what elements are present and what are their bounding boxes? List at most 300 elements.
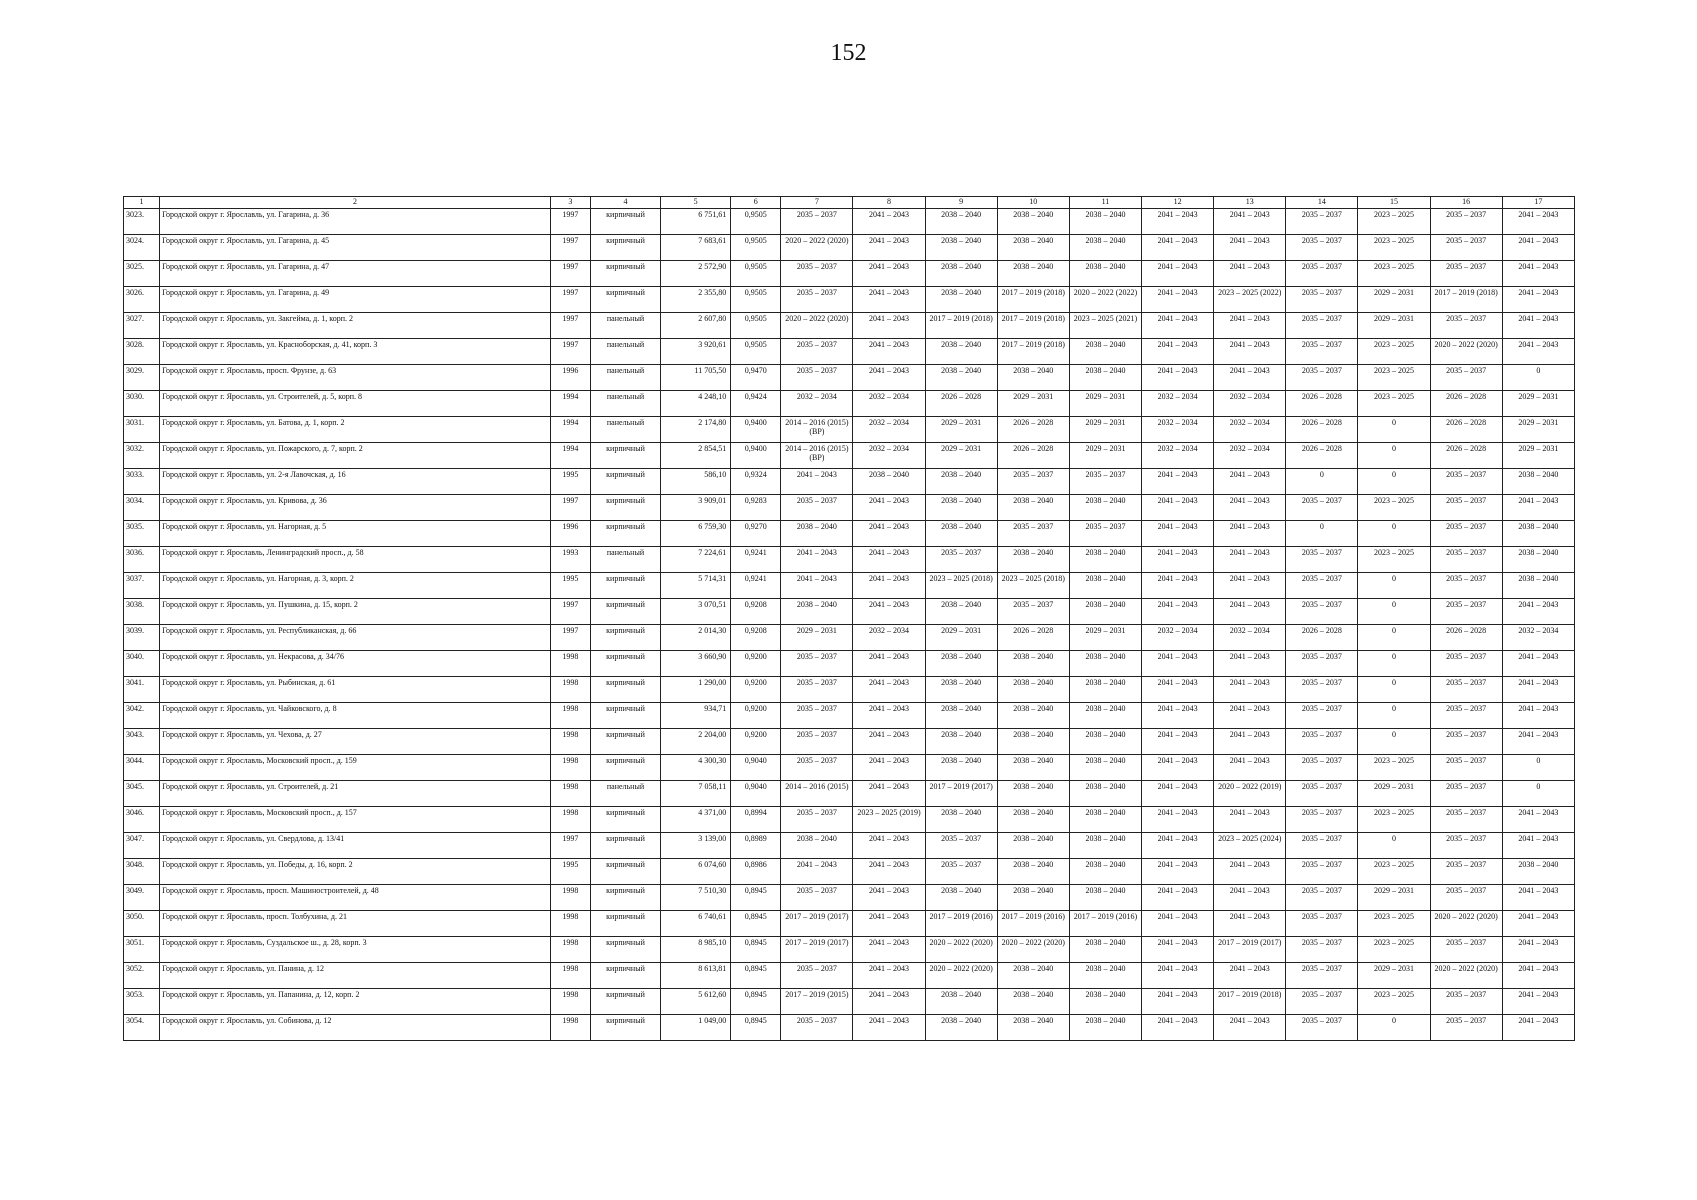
table-cell: 2 572,90 xyxy=(661,261,731,287)
table-cell: 2041 – 2043 xyxy=(1502,703,1574,729)
table-row xyxy=(124,313,1575,339)
table-cell: 2032 – 2034 xyxy=(1142,625,1214,651)
table-cell: 2023 – 2025 xyxy=(1358,989,1430,1015)
table-cell: 2035 – 2037 xyxy=(1069,469,1141,495)
table-cell: 2038 – 2040 xyxy=(1069,235,1141,261)
table-cell: 2041 – 2043 xyxy=(1142,547,1214,573)
table-cell: Городской округ г. Ярославль, ул. Закгейма, д. 1, корп. 2 xyxy=(160,313,551,339)
table-row xyxy=(124,807,1575,833)
table-cell: 2029 – 2031 xyxy=(781,625,853,651)
table-cell: 2041 – 2043 xyxy=(1142,703,1214,729)
table-cell: 1997 xyxy=(550,235,590,261)
table-cell: 2035 – 2037 xyxy=(1430,521,1502,547)
table-cell: 2038 – 2040 xyxy=(925,989,997,1015)
table-cell: 1998 xyxy=(550,651,590,677)
table-cell: 4 248,10 xyxy=(661,391,731,417)
table-cell: 0 xyxy=(1502,781,1574,807)
table-cell: 0,9200 xyxy=(731,703,781,729)
table-cell: 2038 – 2040 xyxy=(1069,547,1141,573)
table-cell: 2029 – 2031 xyxy=(1502,391,1574,417)
table-cell: 2020 – 2022 (2020) xyxy=(997,937,1069,963)
table-cell: 2041 – 2043 xyxy=(1142,677,1214,703)
table-cell: 2029 – 2031 xyxy=(1358,963,1430,989)
table-cell: 2038 – 2040 xyxy=(1069,989,1141,1015)
table-cell: 2041 – 2043 xyxy=(1142,651,1214,677)
table-cell: Городской округ г. Ярославль, ул. Гагарина, д. 36 xyxy=(160,209,551,235)
table-cell: 2035 – 2037 xyxy=(925,547,997,573)
table-cell: 2041 – 2043 xyxy=(853,937,925,963)
table-cell: 2035 – 2037 xyxy=(1430,573,1502,599)
table-cell: 1995 xyxy=(550,859,590,885)
table-row xyxy=(124,885,1575,911)
table-cell: кирпичный xyxy=(590,807,660,833)
table-cell: 2026 – 2028 xyxy=(1286,625,1358,651)
table-cell: Городской округ г. Ярославль, ул. Панина, д. 12 xyxy=(160,963,551,989)
table-cell: 2023 – 2025 xyxy=(1358,859,1430,885)
table-cell: 2035 – 2037 xyxy=(781,755,853,781)
table-cell: 0,9241 xyxy=(731,547,781,573)
table-cell: 2014 – 2016 (2015) xyxy=(781,781,853,807)
table-cell: 2038 – 2040 xyxy=(997,729,1069,755)
table-cell: 2041 – 2043 xyxy=(1502,677,1574,703)
table-cell: 6 751,61 xyxy=(661,209,731,235)
table-cell: 6 740,61 xyxy=(661,911,731,937)
table-cell: 1994 xyxy=(550,391,590,417)
table-cell: 2035 – 2037 xyxy=(1286,677,1358,703)
table-cell: 2035 – 2037 xyxy=(1430,1015,1502,1041)
table-cell: 2035 – 2037 xyxy=(1286,911,1358,937)
table-cell: 3027. xyxy=(124,313,160,339)
table-cell: 2035 – 2037 xyxy=(1430,989,1502,1015)
table-cell: 0 xyxy=(1286,469,1358,495)
table-cell: 2038 – 2040 xyxy=(1069,833,1141,859)
table-cell: 2035 – 2037 xyxy=(1286,651,1358,677)
table-cell: 3045. xyxy=(124,781,160,807)
table-cell: 1998 xyxy=(550,703,590,729)
table-cell: 2038 – 2040 xyxy=(925,365,997,391)
table-cell: 2035 – 2037 xyxy=(1286,547,1358,573)
table-cell: 3029. xyxy=(124,365,160,391)
table-cell: 2041 – 2043 xyxy=(1214,469,1286,495)
table-cell: кирпичный xyxy=(590,495,660,521)
table-cell: 2041 – 2043 xyxy=(1502,833,1574,859)
table-cell: 0,9505 xyxy=(731,287,781,313)
table-cell: 2038 – 2040 xyxy=(781,521,853,547)
table-cell: 2017 – 2019 (2018) xyxy=(997,287,1069,313)
table-cell: 2023 – 2025 xyxy=(1358,261,1430,287)
table-cell: 2038 – 2040 xyxy=(997,495,1069,521)
table-cell: кирпичный xyxy=(590,443,660,469)
table-cell: 2041 – 2043 xyxy=(1142,573,1214,599)
column-header: 8 xyxy=(853,197,925,209)
table-cell: 2041 – 2043 xyxy=(1142,287,1214,313)
table-row xyxy=(124,469,1575,495)
table-cell: 3 920,61 xyxy=(661,339,731,365)
table-cell: 0 xyxy=(1358,729,1430,755)
table-cell: 1998 xyxy=(550,729,590,755)
table-row xyxy=(124,599,1575,625)
table-cell: 2029 – 2031 xyxy=(1358,313,1430,339)
table-cell: кирпичный xyxy=(590,677,660,703)
table-cell: 2038 – 2040 xyxy=(1069,261,1141,287)
table-cell: 3036. xyxy=(124,547,160,573)
table-cell: 2041 – 2043 xyxy=(853,209,925,235)
table-cell: 2041 – 2043 xyxy=(1142,807,1214,833)
table-cell: 2041 – 2043 xyxy=(1214,235,1286,261)
table-cell: 2035 – 2037 xyxy=(1286,287,1358,313)
table-cell: 3051. xyxy=(124,937,160,963)
table-cell: 1997 xyxy=(550,339,590,365)
header-row xyxy=(124,197,1575,209)
table-cell: кирпичный xyxy=(590,625,660,651)
table-cell: 2023 – 2025 xyxy=(1358,755,1430,781)
table-cell: 2041 – 2043 xyxy=(1142,963,1214,989)
table-cell: 2035 – 2037 xyxy=(1430,495,1502,521)
table-cell: 1997 xyxy=(550,313,590,339)
table-cell: кирпичный xyxy=(590,859,660,885)
table-cell: 3028. xyxy=(124,339,160,365)
table-cell: 2041 – 2043 xyxy=(1142,937,1214,963)
table-cell: 2020 – 2022 (2020) xyxy=(925,963,997,989)
table-cell: 8 613,81 xyxy=(661,963,731,989)
table-cell: 0,9505 xyxy=(731,339,781,365)
table-cell: 2029 – 2031 xyxy=(1358,781,1430,807)
table-cell: 2038 – 2040 xyxy=(997,703,1069,729)
table-cell: 2041 – 2043 xyxy=(1502,729,1574,755)
table-cell: 2041 – 2043 xyxy=(1214,677,1286,703)
table-cell: 2035 – 2037 xyxy=(997,469,1069,495)
table-cell: 1998 xyxy=(550,781,590,807)
table-cell: 0 xyxy=(1358,599,1430,625)
table-cell: 2038 – 2040 xyxy=(781,833,853,859)
table-cell: Городской округ г. Ярославль, ул. Пожарского, д. 7, корп. 2 xyxy=(160,443,551,469)
table-row xyxy=(124,911,1575,937)
table-cell: Городской округ г. Ярославль, ул. Гагарина, д. 45 xyxy=(160,235,551,261)
table-cell: 2038 – 2040 xyxy=(997,209,1069,235)
table-cell: кирпичный xyxy=(590,911,660,937)
column-header: 6 xyxy=(731,197,781,209)
column-header: 9 xyxy=(925,197,997,209)
table-cell: 2023 – 2025 xyxy=(1358,547,1430,573)
table-cell: Городской округ г. Ярославль, ул. Строителей, д. 21 xyxy=(160,781,551,807)
table-cell: 2041 – 2043 xyxy=(1142,209,1214,235)
table-cell: 1998 xyxy=(550,911,590,937)
table-cell: 0 xyxy=(1358,469,1430,495)
table-cell: 0,8945 xyxy=(731,911,781,937)
column-header: 12 xyxy=(1142,197,1214,209)
table-cell: Городской округ г. Ярославль, просп. Машиностроителей, д. 48 xyxy=(160,885,551,911)
table-cell: 2023 – 2025 (2018) xyxy=(925,573,997,599)
table-cell: 3047. xyxy=(124,833,160,859)
table-cell: 1995 xyxy=(550,469,590,495)
table-cell: 2038 – 2040 xyxy=(1069,1015,1141,1041)
table-cell: 1997 xyxy=(550,261,590,287)
table-cell: 2038 – 2040 xyxy=(1069,781,1141,807)
table-cell: 0 xyxy=(1358,573,1430,599)
table-cell: 11 705,50 xyxy=(661,365,731,391)
table-cell: 2038 – 2040 xyxy=(997,833,1069,859)
table-cell: 2038 – 2040 xyxy=(1069,859,1141,885)
table-cell: 2041 – 2043 xyxy=(1502,807,1574,833)
table-cell: 1998 xyxy=(550,963,590,989)
table-cell: 7 683,61 xyxy=(661,235,731,261)
table-cell: 2017 – 2019 (2017) xyxy=(925,781,997,807)
table-row xyxy=(124,365,1575,391)
table-cell: 0 xyxy=(1358,1015,1430,1041)
table-cell: 0,8945 xyxy=(731,989,781,1015)
table-cell: 2041 – 2043 xyxy=(1502,599,1574,625)
table-cell: 8 985,10 xyxy=(661,937,731,963)
table-cell: 0,9324 xyxy=(731,469,781,495)
table-cell: 3050. xyxy=(124,911,160,937)
table-cell: 1996 xyxy=(550,365,590,391)
table-row xyxy=(124,339,1575,365)
table-row xyxy=(124,261,1575,287)
table-cell: 3048. xyxy=(124,859,160,885)
table-cell: 2041 – 2043 xyxy=(1142,911,1214,937)
table-cell: 2041 – 2043 xyxy=(1502,287,1574,313)
table-cell: 2035 – 2037 xyxy=(781,365,853,391)
table-cell: 2041 – 2043 xyxy=(1142,755,1214,781)
table-cell: 2038 – 2040 xyxy=(1069,365,1141,391)
table-cell: 0,9505 xyxy=(731,209,781,235)
table-cell: 2017 – 2019 (2018) xyxy=(997,339,1069,365)
table-cell: 3041. xyxy=(124,677,160,703)
table-cell: 1997 xyxy=(550,599,590,625)
table-cell: 2041 – 2043 xyxy=(1142,469,1214,495)
table-cell: 1997 xyxy=(550,209,590,235)
table-cell: кирпичный xyxy=(590,1015,660,1041)
table-cell: 2017 – 2019 (2018) xyxy=(1430,287,1502,313)
table-cell: 2038 – 2040 xyxy=(925,677,997,703)
table-cell: 2035 – 2037 xyxy=(781,651,853,677)
table-cell: 2038 – 2040 xyxy=(1069,573,1141,599)
table-cell: 3038. xyxy=(124,599,160,625)
table-cell: 2023 – 2025 xyxy=(1358,235,1430,261)
table-cell: 2026 – 2028 xyxy=(997,625,1069,651)
table-cell: 2035 – 2037 xyxy=(1286,859,1358,885)
table-cell: 2032 – 2034 xyxy=(1214,625,1286,651)
table-cell: кирпичный xyxy=(590,235,660,261)
table-cell: 2035 – 2037 xyxy=(781,261,853,287)
table-cell: Городской округ г. Ярославль, Суздальское ш., д. 28, корп. 3 xyxy=(160,937,551,963)
table-cell: Городской округ г. Ярославль, просп. Толбухина, д. 21 xyxy=(160,911,551,937)
table-cell: 2038 – 2040 xyxy=(1069,885,1141,911)
table-cell: 1998 xyxy=(550,1015,590,1041)
table-cell: 2041 – 2043 xyxy=(853,573,925,599)
table-cell: 1998 xyxy=(550,885,590,911)
table-cell: Городской округ г. Ярославль, ул. Чехова, д. 27 xyxy=(160,729,551,755)
table-cell: 2035 – 2037 xyxy=(1286,1015,1358,1041)
table-cell: 2041 – 2043 xyxy=(1214,599,1286,625)
table-cell: 2041 – 2043 xyxy=(853,287,925,313)
table-cell: 2041 – 2043 xyxy=(781,573,853,599)
table-cell: 586,10 xyxy=(661,469,731,495)
table-cell: 2035 – 2037 xyxy=(1286,599,1358,625)
table-cell: 7 510,30 xyxy=(661,885,731,911)
table-cell: 2017 – 2019 (2018) xyxy=(1214,989,1286,1015)
table-cell: 2020 – 2022 (2020) xyxy=(1430,963,1502,989)
table-cell: 0,9200 xyxy=(731,677,781,703)
table-cell: 2041 – 2043 xyxy=(1142,729,1214,755)
table-cell: Городской округ г. Ярославль, ул. Красноборская, д. 41, корп. 3 xyxy=(160,339,551,365)
table-cell: 2041 – 2043 xyxy=(1502,937,1574,963)
table-cell: 2035 – 2037 xyxy=(1286,989,1358,1015)
table-cell: 2041 – 2043 xyxy=(1214,573,1286,599)
table-cell: 2041 – 2043 xyxy=(1502,339,1574,365)
table-cell: 2038 – 2040 xyxy=(781,599,853,625)
table-cell: 0 xyxy=(1358,703,1430,729)
table-cell: 1 290,00 xyxy=(661,677,731,703)
table-cell: 2035 – 2037 xyxy=(1286,235,1358,261)
table-cell: 2038 – 2040 xyxy=(1069,495,1141,521)
table-cell: 2035 – 2037 xyxy=(1430,599,1502,625)
table-cell: 2038 – 2040 xyxy=(1069,651,1141,677)
table-cell: 2032 – 2034 xyxy=(1502,625,1574,651)
table-cell: 0,9040 xyxy=(731,781,781,807)
table-cell: 2041 – 2043 xyxy=(1142,1015,1214,1041)
table-cell: 1998 xyxy=(550,937,590,963)
table-cell: 3044. xyxy=(124,755,160,781)
table-cell: 2038 – 2040 xyxy=(925,287,997,313)
table-cell: 2041 – 2043 xyxy=(1214,209,1286,235)
table-cell: 2035 – 2037 xyxy=(997,599,1069,625)
table-cell: 2041 – 2043 xyxy=(1502,209,1574,235)
table-cell: 2038 – 2040 xyxy=(997,807,1069,833)
table-cell: 2038 – 2040 xyxy=(997,1015,1069,1041)
table-cell: 2041 – 2043 xyxy=(853,703,925,729)
table-cell: 2041 – 2043 xyxy=(1214,703,1286,729)
table-cell: 2038 – 2040 xyxy=(1069,209,1141,235)
table-row xyxy=(124,755,1575,781)
table-cell: 2038 – 2040 xyxy=(997,885,1069,911)
table-cell: 2035 – 2037 xyxy=(1286,885,1358,911)
column-header: 2 xyxy=(160,197,551,209)
table-cell: 2035 – 2037 xyxy=(1430,729,1502,755)
table-cell: 2026 – 2028 xyxy=(1430,391,1502,417)
table-cell: 2035 – 2037 xyxy=(1286,261,1358,287)
table-cell: 2032 – 2034 xyxy=(781,391,853,417)
table-cell: 2035 – 2037 xyxy=(1286,573,1358,599)
table-cell: 0,9270 xyxy=(731,521,781,547)
table-cell: Городской округ г. Ярославль, ул. Пушкина, д. 15, корп. 2 xyxy=(160,599,551,625)
table-cell: 2032 – 2034 xyxy=(853,443,925,469)
table-header xyxy=(124,197,1575,209)
table-cell: 1997 xyxy=(550,833,590,859)
table-cell: 7 058,11 xyxy=(661,781,731,807)
table-cell: 2041 – 2043 xyxy=(1142,781,1214,807)
table-cell: 2038 – 2040 xyxy=(1069,677,1141,703)
table-cell: 2038 – 2040 xyxy=(1069,807,1141,833)
table-cell: 2041 – 2043 xyxy=(1142,833,1214,859)
table-cell: 2041 – 2043 xyxy=(853,261,925,287)
table-cell: 0 xyxy=(1502,365,1574,391)
table-cell: 2035 – 2037 xyxy=(1286,729,1358,755)
table-cell: 2023 – 2025 (2024) xyxy=(1214,833,1286,859)
table-cell: 5 714,31 xyxy=(661,573,731,599)
table-cell: 0,9505 xyxy=(731,235,781,261)
table-cell: 3 070,51 xyxy=(661,599,731,625)
table-cell: 2041 – 2043 xyxy=(853,599,925,625)
table-cell: Городской округ г. Ярославль, ул. Папанина, д. 12, корп. 2 xyxy=(160,989,551,1015)
table-row xyxy=(124,391,1575,417)
table-cell: 2041 – 2043 xyxy=(1502,261,1574,287)
table-cell: 2026 – 2028 xyxy=(1430,443,1502,469)
table-cell: 2035 – 2037 xyxy=(1286,963,1358,989)
table-cell: Городской округ г. Ярославль, ул. Некрасова, д. 34/76 xyxy=(160,651,551,677)
table-cell: 2035 – 2037 xyxy=(1430,651,1502,677)
table-cell: 2038 – 2040 xyxy=(997,261,1069,287)
table-cell: 2026 – 2028 xyxy=(1286,391,1358,417)
table-cell: 2017 – 2019 (2018) xyxy=(997,313,1069,339)
table-cell: 2041 – 2043 xyxy=(853,755,925,781)
table-cell: 2041 – 2043 xyxy=(1502,1015,1574,1041)
column-header: 16 xyxy=(1430,197,1502,209)
table-cell: 1995 xyxy=(550,573,590,599)
table-cell: кирпичный xyxy=(590,963,660,989)
table-cell: кирпичный xyxy=(590,755,660,781)
table-cell: 3043. xyxy=(124,729,160,755)
table-cell: 1996 xyxy=(550,521,590,547)
table-cell: Городской округ г. Ярославль, Московский просп., д. 159 xyxy=(160,755,551,781)
table-cell: 2 014,30 xyxy=(661,625,731,651)
column-header: 15 xyxy=(1358,197,1430,209)
table-cell: 2026 – 2028 xyxy=(1430,417,1502,443)
table-cell: 0 xyxy=(1358,677,1430,703)
table-cell: 2017 – 2019 (2016) xyxy=(925,911,997,937)
table-cell: 2023 – 2025 xyxy=(1358,339,1430,365)
table-cell: 2023 – 2025 xyxy=(1358,807,1430,833)
table-cell: 2041 – 2043 xyxy=(1502,989,1574,1015)
table-cell: 2041 – 2043 xyxy=(1502,495,1574,521)
table-cell: 2035 – 2037 xyxy=(781,495,853,521)
table-cell: 2035 – 2037 xyxy=(1286,703,1358,729)
column-header: 5 xyxy=(661,197,731,209)
table-cell: 2041 – 2043 xyxy=(781,547,853,573)
table-cell: 2041 – 2043 xyxy=(1142,339,1214,365)
table-cell: 2038 – 2040 xyxy=(853,469,925,495)
table-row xyxy=(124,729,1575,755)
table-cell: 2038 – 2040 xyxy=(925,261,997,287)
table-cell: 3035. xyxy=(124,521,160,547)
table-cell: 3026. xyxy=(124,287,160,313)
table-cell: 2041 – 2043 xyxy=(1214,859,1286,885)
table-row xyxy=(124,495,1575,521)
table-cell: 2 355,80 xyxy=(661,287,731,313)
table-row xyxy=(124,625,1575,651)
table-cell: кирпичный xyxy=(590,937,660,963)
table-cell: 2041 – 2043 xyxy=(853,989,925,1015)
table-cell: 2023 – 2025 xyxy=(1358,209,1430,235)
table-cell: 2041 – 2043 xyxy=(1142,885,1214,911)
table-cell: 2038 – 2040 xyxy=(925,755,997,781)
table-cell: 2020 – 2022 (2020) xyxy=(1430,911,1502,937)
table-cell: 2035 – 2037 xyxy=(1430,235,1502,261)
table-cell: 3053. xyxy=(124,989,160,1015)
table-cell: 2026 – 2028 xyxy=(997,417,1069,443)
table-cell: 0,8945 xyxy=(731,1015,781,1041)
table-cell: 0 xyxy=(1358,521,1430,547)
table-cell: Городской округ г. Ярославль, просп. Фрунзе, д. 63 xyxy=(160,365,551,391)
table-cell: 2038 – 2040 xyxy=(1502,521,1574,547)
table-cell: 3024. xyxy=(124,235,160,261)
table-cell: 2038 – 2040 xyxy=(1069,963,1141,989)
table-cell: 2035 – 2037 xyxy=(1430,547,1502,573)
table-cell: 2023 – 2025 (2019) xyxy=(853,807,925,833)
table-cell: 2020 – 2022 (2020) xyxy=(781,313,853,339)
table-cell: Городской округ г. Ярославль, ул. 2-я Лавочская, д. 16 xyxy=(160,469,551,495)
table-cell: 2029 – 2031 xyxy=(1069,417,1141,443)
